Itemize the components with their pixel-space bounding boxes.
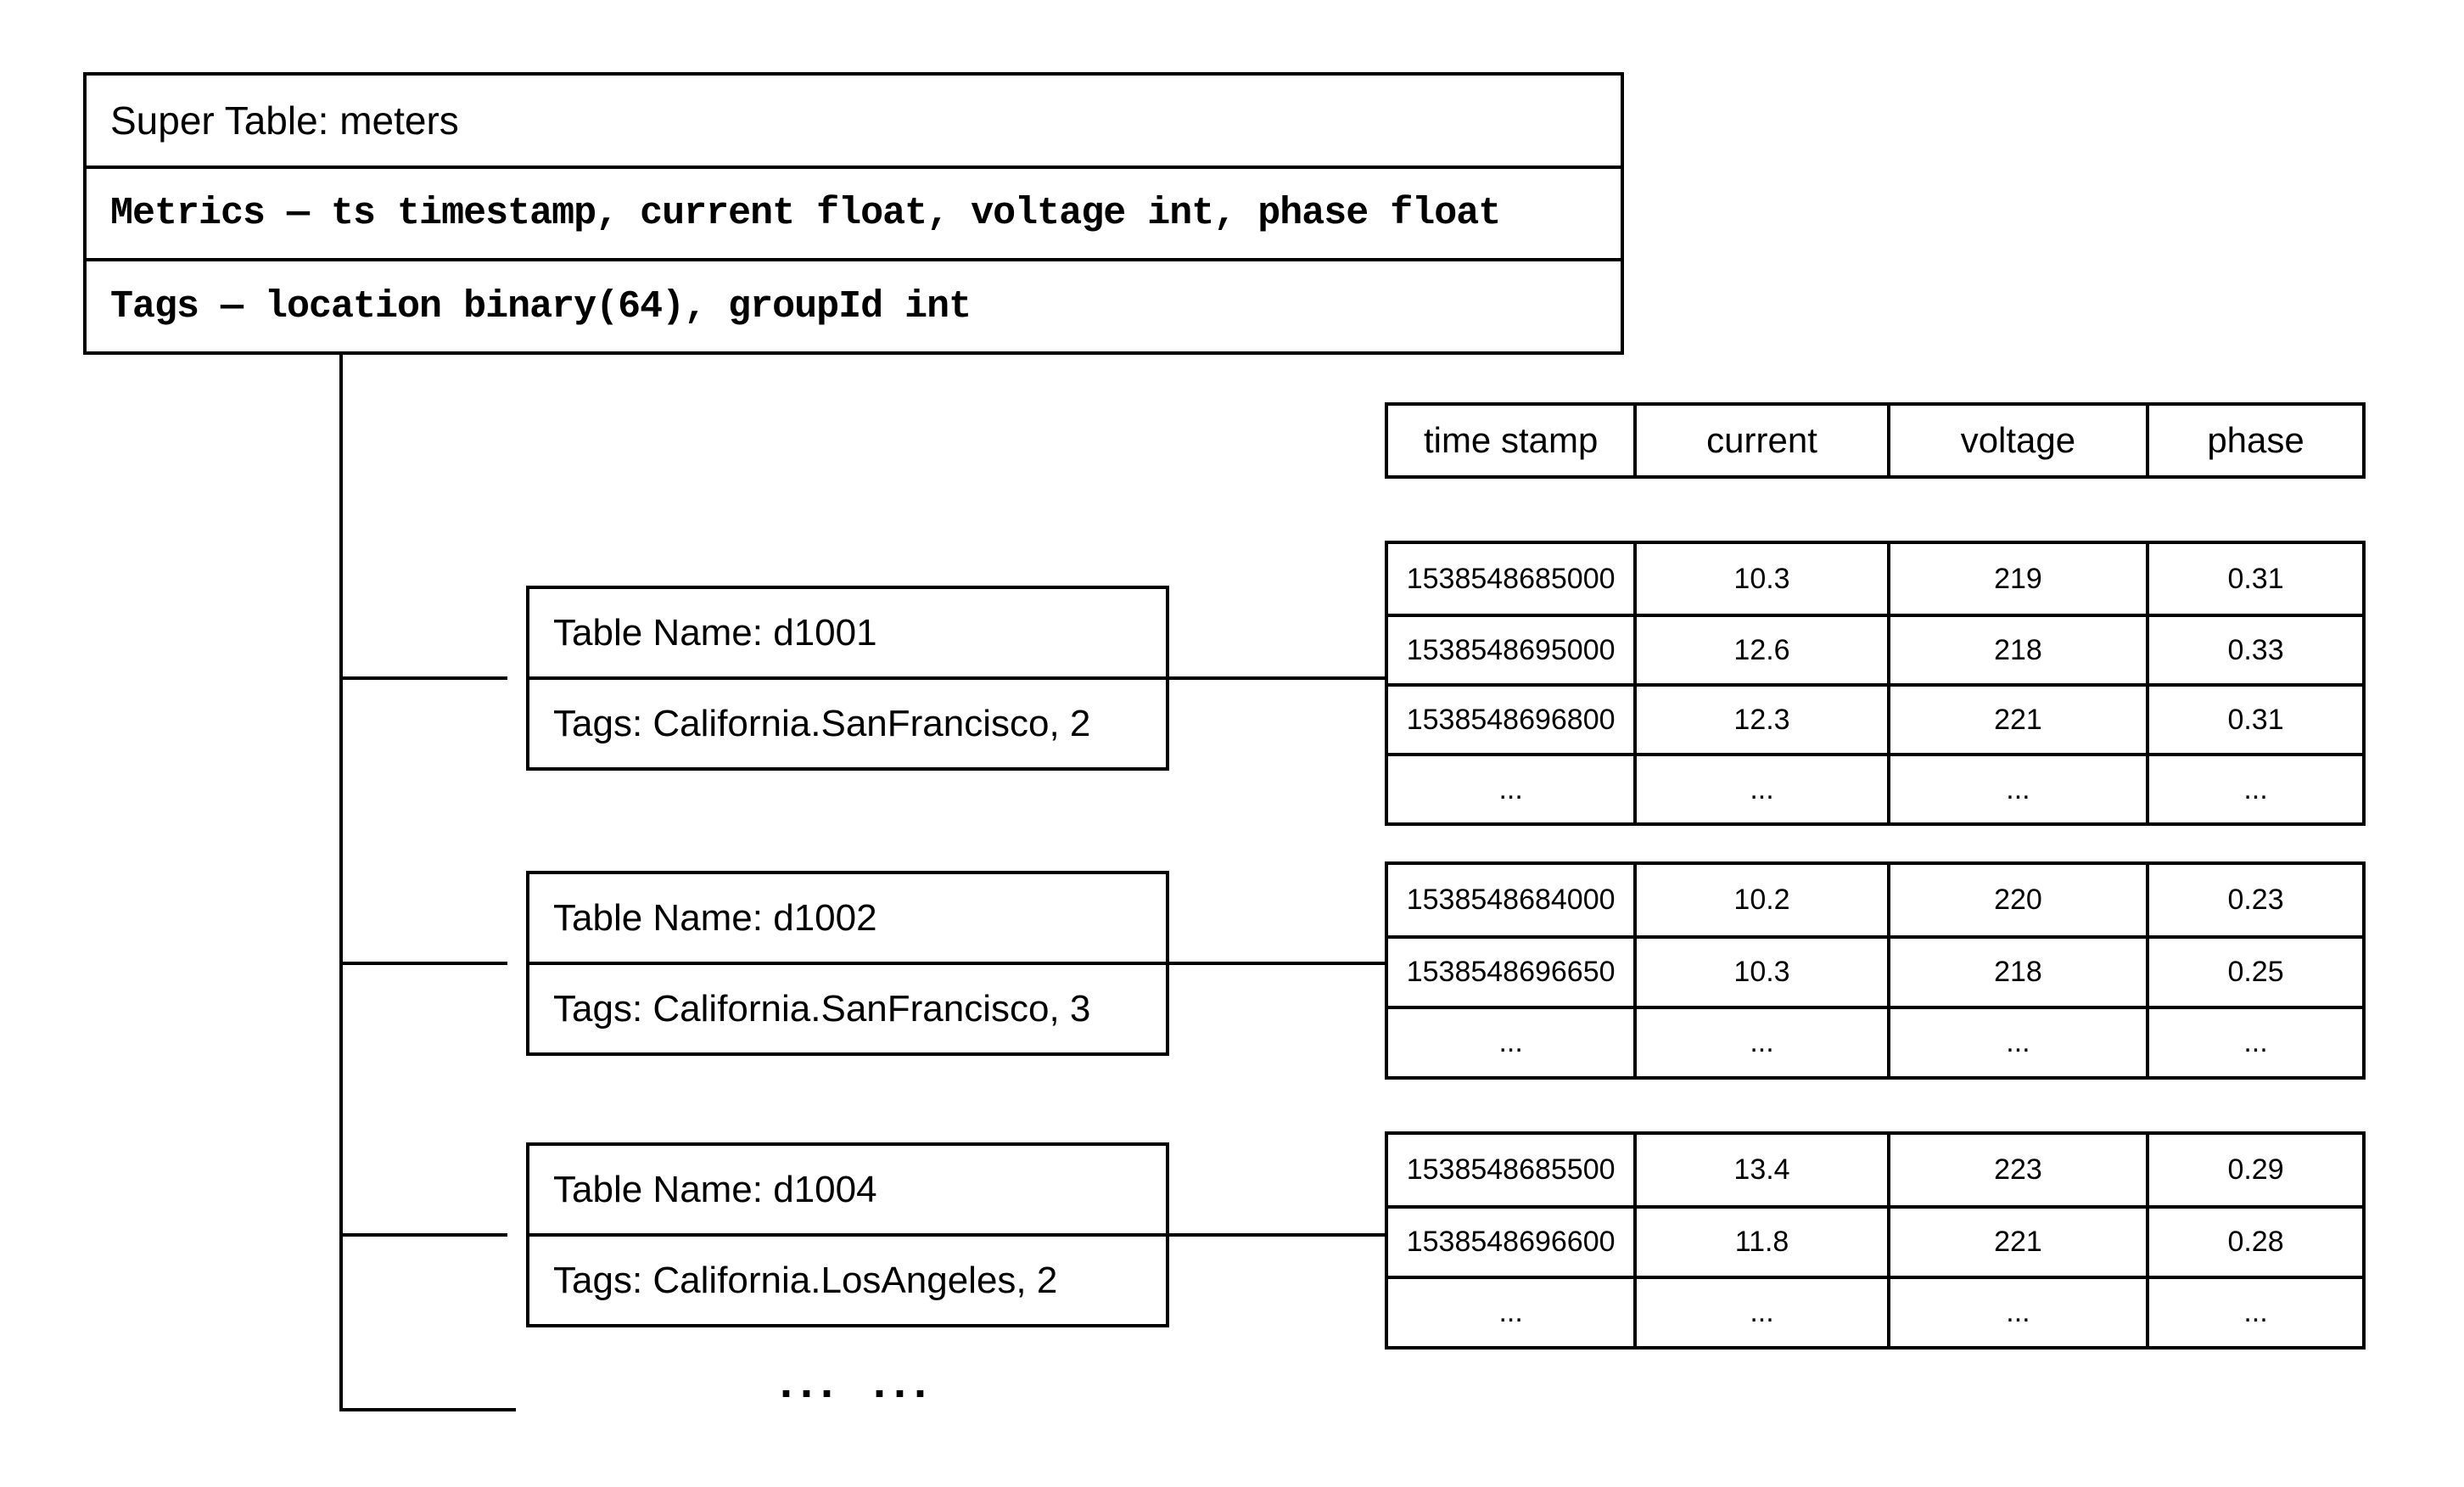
table-connector-line-2 xyxy=(1169,962,1385,965)
table-cell: 220 xyxy=(1887,865,2146,935)
table-cell: 0.23 xyxy=(2146,865,2362,935)
data-table-d1002 xyxy=(1385,861,2366,1080)
table-tags-label: Tags: California.SanFrancisco, 3 xyxy=(529,962,1166,1052)
table-cell: 223 xyxy=(1887,1135,2146,1205)
header-cell-voltage: voltage xyxy=(1887,406,2146,475)
table-cell-ellipsis: ... xyxy=(1633,1006,1886,1076)
more-tables-ellipsis: ... ... xyxy=(779,1356,935,1407)
table-cell-ellipsis: ... xyxy=(1887,1276,2146,1346)
table-cell: 218 xyxy=(1887,614,2146,683)
data-table-d1001 xyxy=(1385,541,2366,826)
table-cell-ellipsis: ... xyxy=(1388,1006,1633,1076)
trunk-connector-line xyxy=(339,355,343,1411)
table-cell-ellipsis: ... xyxy=(1887,753,2146,822)
column-header-row xyxy=(1385,402,2366,479)
table-cell: 10.3 xyxy=(1633,544,1886,614)
table-cell-ellipsis: ... xyxy=(2146,1276,2362,1346)
table-cell: 1538548696600 xyxy=(1388,1205,1633,1276)
table-cell: 1538548685000 xyxy=(1406,562,1616,595)
table-cell: 1538548696800 xyxy=(1388,683,1633,753)
table-cell: 0.31 xyxy=(2146,683,2362,753)
table-cell: 10.3 xyxy=(1633,935,1886,1006)
table-cell-ellipsis: ... xyxy=(1388,753,1633,822)
table-connector-line-3 xyxy=(1169,1233,1385,1237)
super-table-tags: Tags — location binary(64), groupId int xyxy=(87,258,1621,351)
header-cell-timestamp: time stamp xyxy=(1423,420,1599,460)
table-connector-line-1 xyxy=(1169,676,1385,680)
table-name-label: Table Name: d1001 xyxy=(553,611,877,654)
table-cell: 12.3 xyxy=(1633,683,1886,753)
table-cell: 1538548684000 xyxy=(1406,884,1616,916)
table-cell: 12.6 xyxy=(1633,614,1886,683)
table-cell-ellipsis: ... xyxy=(1633,1276,1886,1346)
table-tags-label: Tags: California.SanFrancisco, 2 xyxy=(529,676,1166,767)
table-cell: 221 xyxy=(1887,683,2146,753)
table-name-label: Table Name: d1002 xyxy=(553,896,877,939)
table-cell: 1538548695000 xyxy=(1388,614,1633,683)
table-cell: 0.25 xyxy=(2146,935,2362,1006)
table-cell: 0.31 xyxy=(2146,544,2362,614)
super-table-metrics: Metrics — ts timestamp, current float, voltage int, phase float xyxy=(87,166,1621,259)
table-cell: 11.8 xyxy=(1633,1205,1886,1276)
table-cell: 221 xyxy=(1887,1205,2146,1276)
table-cell-ellipsis: ... xyxy=(1388,1276,1633,1346)
child-table-box-d1004 xyxy=(526,1142,1169,1327)
table-cell-ellipsis: ... xyxy=(2146,1006,2362,1076)
table-cell: 218 xyxy=(1887,935,2146,1006)
table-cell: 0.33 xyxy=(2146,614,2362,683)
super-table-box xyxy=(83,72,1624,355)
table-cell: 0.28 xyxy=(2146,1205,2362,1276)
child-table-box-d1001 xyxy=(526,586,1169,771)
table-cell: 219 xyxy=(1887,544,2146,614)
child-table-box-d1002 xyxy=(526,871,1169,1056)
super-table-title: Super Table: meters xyxy=(110,98,459,143)
header-cell-current: current xyxy=(1633,406,1886,475)
bottom-corner-line xyxy=(339,1408,516,1411)
table-cell-ellipsis: ... xyxy=(1887,1006,2146,1076)
table-cell: 1538548685500 xyxy=(1406,1153,1616,1186)
branch-line-3 xyxy=(341,1233,507,1237)
table-cell: 0.29 xyxy=(2146,1135,2362,1205)
table-cell-ellipsis: ... xyxy=(1633,753,1886,822)
table-cell: 13.4 xyxy=(1633,1135,1886,1205)
data-table-d1004 xyxy=(1385,1131,2366,1350)
branch-line-1 xyxy=(341,676,507,680)
table-tags-label: Tags: California.LosAngeles, 2 xyxy=(529,1233,1166,1324)
table-cell-ellipsis: ... xyxy=(2146,753,2362,822)
header-cell-phase: phase xyxy=(2146,406,2362,475)
table-name-label: Table Name: d1004 xyxy=(553,1168,877,1210)
branch-line-2 xyxy=(341,962,507,965)
table-cell: 10.2 xyxy=(1633,865,1886,935)
table-cell: 1538548696650 xyxy=(1388,935,1633,1006)
